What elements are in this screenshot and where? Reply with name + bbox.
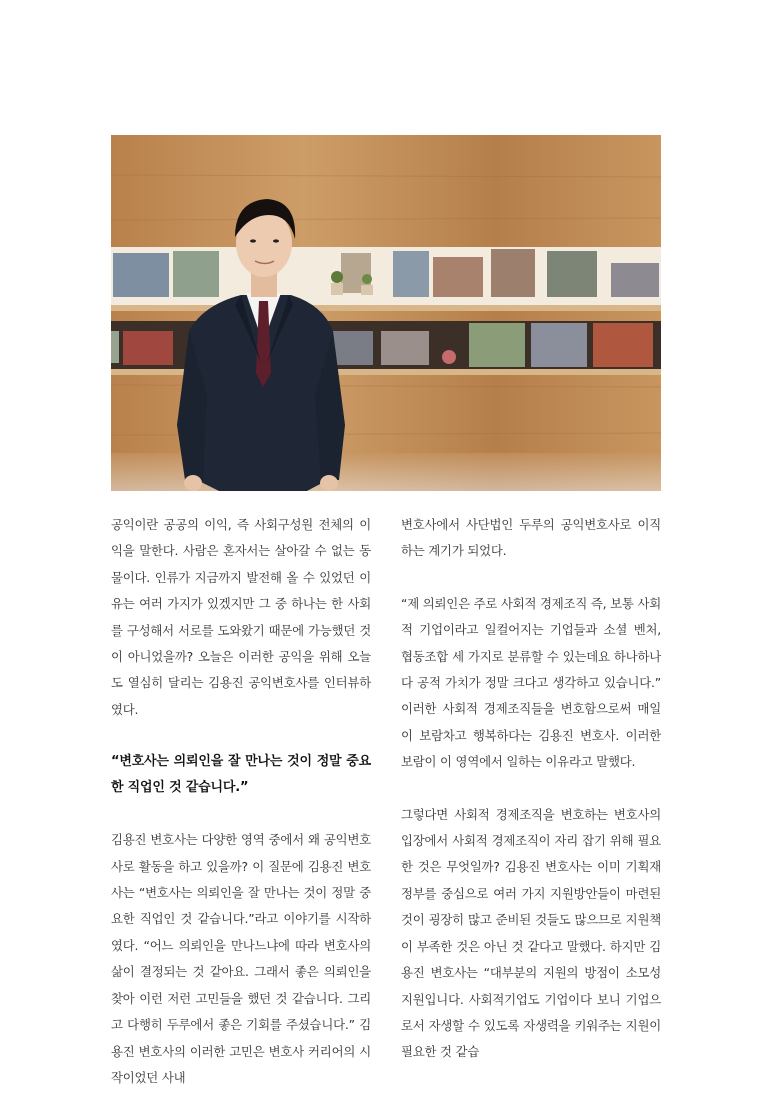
intro-paragraph: 공익이란 공공의 이익, 즉 사회구성원 전체의 이익을 말한다. 사람은 혼자서는 살아갈 수 없는 동물이다. 인류가 지금까지 발전해 올 수 있었던 이유는 여러 가지가 있겠지만 그 중 하나는 한 사회를 구성해서 서로를 도와왔기 때문에 가능했던 것이 아니었을까? 오늘은 이러한 공익을 위해 오늘도 열심히 달리는 김용진 공익변호사를 인터뷰하였다. <box>111 517 371 717</box>
left-column <box>111 512 371 1091</box>
lawyer-portrait-photo <box>111 135 661 491</box>
support-paragraph: 그렇다면 사회적 경제조직을 변호하는 변호사의 입장에서 사회적 경제조직이 자리 잡기 위해 필요한 것은 무엇일까? 김용진 변호사는 이미 기획재정부를 중심으로 여러 가지 지원방안들이 마련된 것이 굉장히 많고 준비된 것들도 많으므로 지원책이 부족한 것은 아닌 것 같다고 말했다. 하지만 김용진 변호사는 “대부분의 지원의 방점이 소모성지원입니다. 사회적기업도 기업이다 보니 기업으로서 자생할 수 있도록 자생력을 키워주는 지원이 필요한 것 같습 <box>401 806 661 1060</box>
continuation-paragraph: 변호사에서 사단법인 두루의 공익변호사로 이직하는 계기가 되었다. <box>401 517 661 559</box>
quote-paragraph: “제 의뢰인은 주로 사회적 경제조직 즉, 보통 사회적 기업이라고 일컬어지는 기업들과 소셜 벤처, 협동조합 세 가지로 분류할 수 있는데요 하나하나 다 공적 가치가 정말 크다고 생각하고 있습니다.” 이러한 사회적 경제조직들을 변호함으로써 매일이 보람차고 행복하다는 김용진 변호사. 이러한 보람이 이 영역에서 일하는 이유라고 말했다. <box>401 595 661 770</box>
body-paragraph: 김용진 변호사는 다양한 영역 중에서 왜 공익변호사로 활동을 하고 있을까? 이 질문에 김용진 변호사는 “변호사는 의뢰인을 잘 만나는 것이 정말 중요한 직업인 것 같습니다.”라고 이야기를 시작하였다. “어느 의뢰인을 만나느냐에 따라 변호사의 삶이 결정되는 것 같아요. 그래서 좋은 의뢰인을 찾아 이런 저런 고민들을 했던 것 같습니다. 그리고 다행히 두루에서 좋은 기회를 주셨습니다.” 김용진 변호사의 이러한 고민은 변호사 커리어의 시작이었던 사내 <box>111 832 371 1085</box>
photo-illustration <box>111 135 661 491</box>
right-column <box>401 512 661 1066</box>
section-heading: “변호사는 의뢰인을 잘 만나는 것이 정말 중요한 직업인 것 같습니다.” <box>111 754 371 796</box>
